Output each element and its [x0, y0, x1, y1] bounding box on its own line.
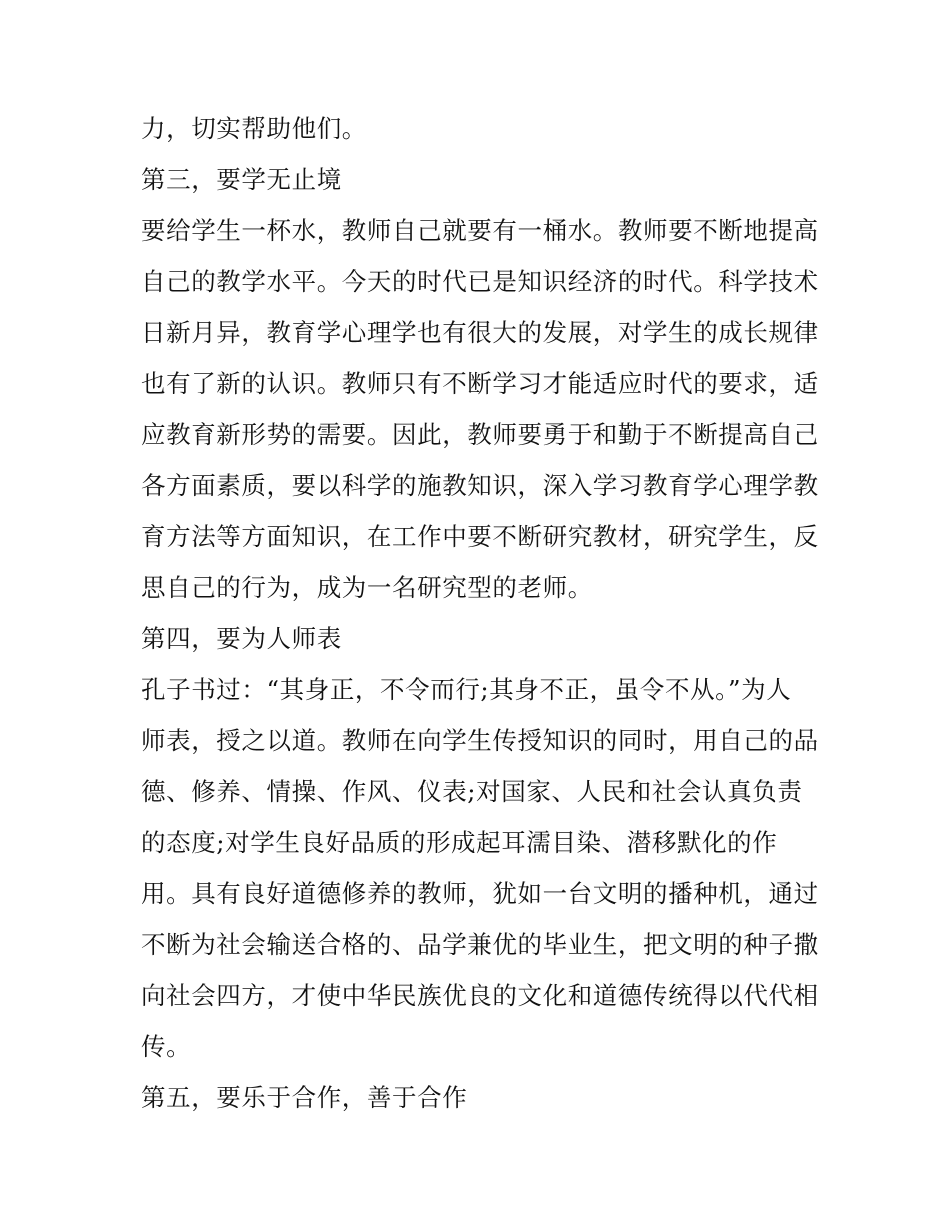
text-line: 不断为社会输送合格的、品学兼优的毕业生，把文明的种子撒 [141, 930, 819, 959]
text-line: 各方面素质，要以科学的施教知识，深入学习教育学心理学教 [141, 471, 819, 500]
text-line: 要给学生一杯水，教师自己就要有一桶水。教师要不断地提高 [141, 216, 819, 245]
text-line: 师表，授之以道。教师在向学生传授知识的同时，用自己的品 [141, 726, 819, 755]
text-line: 用。具有良好道德修养的教师，犹如一台文明的播种机，通过 [141, 879, 819, 908]
text-line: 传。 [141, 1032, 192, 1061]
text-line: 的态度;对学生良好品质的形成起耳濡目染、潜移默化的作 [141, 828, 778, 857]
text-line: 德、修养、情操、作风、仪表;对国家、人民和社会认真负责 [141, 777, 803, 806]
text-line: 孔子书过：“其身正，不令而行;其身不正，虽令不从。”为人 [141, 675, 792, 704]
text-line: 育方法等方面知识，在工作中要不断研究教材，研究学生，反 [141, 522, 819, 551]
section-heading-3: 第三，要学无止境 [141, 165, 342, 194]
text-line: 也有了新的认识。教师只有不断学习才能适应时代的要求，适 [141, 369, 819, 398]
text-line: 自己的教学水平。今天的时代已是知识经济的时代。科学技术 [141, 267, 819, 296]
text-line: 日新月异，教育学心理学也有很大的发展，对学生的成长规律 [141, 318, 819, 347]
text-line: 应教育新形势的需要。因此，教师要勇于和勤于不断提高自己 [141, 420, 819, 449]
text-line: 向社会四方，才使中华民族优良的文化和道德传统得以代代相 [141, 981, 819, 1010]
text-line: 力，切实帮助他们。 [141, 114, 367, 143]
section-heading-4: 第四，要为人师表 [141, 624, 342, 653]
text-line: 思自己的行为，成为一名研究型的老师。 [141, 573, 593, 602]
section-heading-5: 第五，要乐于合作，善于合作 [141, 1083, 468, 1112]
